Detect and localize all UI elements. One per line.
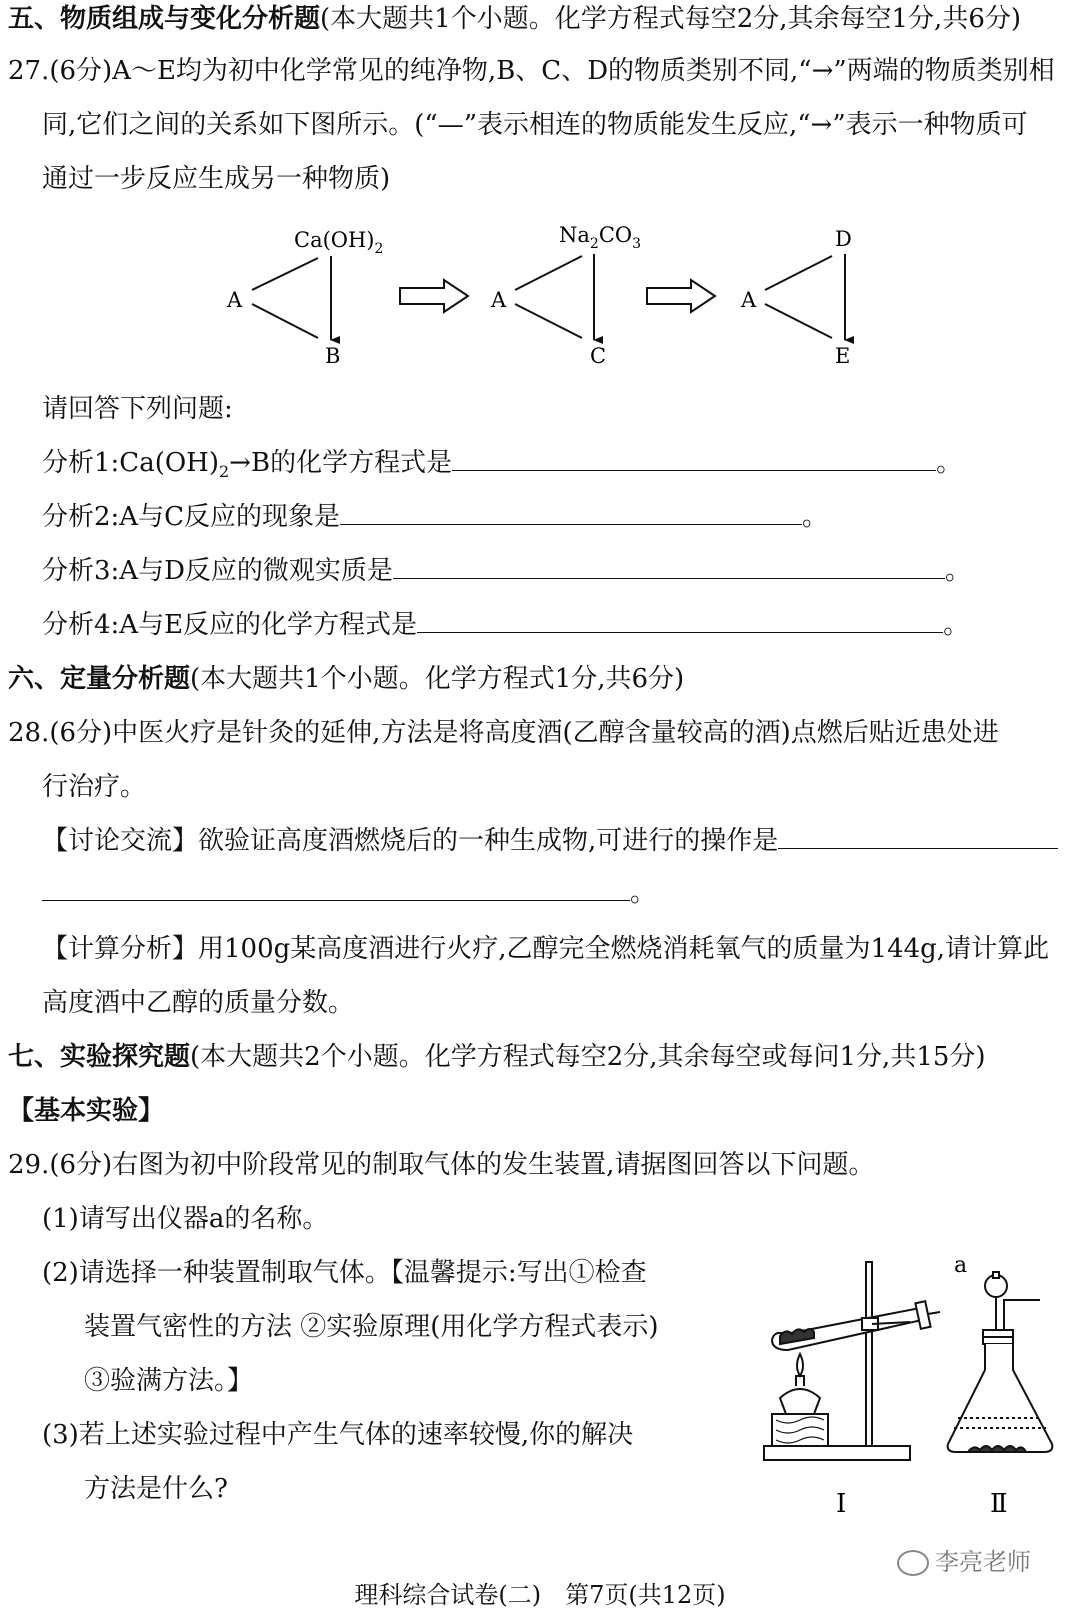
q29-part2-line1: (2)请选择一种装置制取气体。【温馨提示:写出①检查 <box>42 1258 647 1288</box>
apparatus-2-label: Ⅱ <box>990 1489 1008 1519</box>
d1-left-label: A <box>227 288 243 312</box>
d2-top-label: $Na_2CO_3$ <box>559 223 642 252</box>
apparatus-label-a: a <box>954 1253 968 1278</box>
q27-analysis1: 分析$1:Ca(OH)_2\to B$的化学方程式是 。 <box>42 448 963 482</box>
transition-arrow-2 <box>647 280 715 312</box>
d2-line-top <box>515 256 582 290</box>
section5-title: 五、物质组成与变化分析题 <box>8 4 321 34</box>
answer-blank-5a[interactable] <box>778 824 1058 849</box>
transition-arrow-1 <box>400 280 468 312</box>
d2-bottom-label: C <box>590 344 607 368</box>
q28-line1: 28.(6分)中医火疗是针灸的延伸,方法是将高度酒(乙醇含量较高的酒)点燃后贴近患处进 <box>8 718 999 748</box>
q29-part1: (1)请写出仪器a的名称。 <box>42 1204 329 1234</box>
q29-part2-line2: 装置气密性的方法 ②实验原理(用化学方程式表示) <box>84 1312 659 1342</box>
d3-bottom-label: E <box>835 344 851 368</box>
answer-blank-3[interactable] <box>393 554 945 579</box>
q27-line3: 通过一步反应生成另一种物质) <box>42 164 391 194</box>
q28-calc-line2: 高度酒中乙醇的质量分数。 <box>42 988 355 1018</box>
page-footer: 理科综合试卷(二) 第7页(共12页) <box>354 1581 726 1609</box>
q29-part3-line1: (3)若上述实验过程中产生气体的速率较慢,你的解决 <box>42 1420 634 1450</box>
q27-analysis2: 分析2:A与C反应的现象是 。 <box>42 502 828 532</box>
d1-line-bottom <box>252 304 318 338</box>
d3-line-bottom <box>765 304 832 338</box>
d1-line-top <box>252 258 318 290</box>
diagram-2 <box>490 223 641 368</box>
apparatus-1 <box>764 1262 940 1460</box>
q27-line1: 27.(6分)A～E均为初中化学常见的纯净物,B、C、D的物质类别不同,“→”两端的物质类别相 <box>8 56 1055 86</box>
q27-prompt: 请回答下列问题: <box>42 394 233 424</box>
d1-top-label: $Ca(OH)_2$ <box>294 228 384 257</box>
d3-left-label: A <box>741 288 757 312</box>
q29-part2-line3: ③验满方法。】 <box>84 1366 254 1396</box>
q29-part3-line2: 方法是什么? <box>84 1474 228 1504</box>
diagram-1 <box>226 228 383 368</box>
section7-title: 七、实验探究题 <box>8 1042 191 1072</box>
q27-analysis4: 分析4:A与E反应的化学方程式是 。 <box>42 610 970 640</box>
answer-blank-1[interactable] <box>452 446 936 471</box>
q28-calc-line1: 【计算分析】用100g某高度酒进行火疗,乙醇完全燃烧消耗氧气的质量为144g,请计算此 <box>42 934 1050 964</box>
q27-line2: 同,它们之间的关系如下图所示。(“—”表示相连的物质能发生反应,“→”表示一种物质可 <box>42 110 1028 140</box>
section5-note: (本大题共1个小题。化学方程式每空2分,其余每空1分,共6分) <box>320 4 1022 34</box>
basic-experiment-heading: 【基本实验】 <box>8 1096 165 1126</box>
answer-blank-2[interactable] <box>340 500 802 525</box>
answer-blank-4[interactable] <box>417 608 943 633</box>
q28-discussion-cont: 。 <box>42 876 656 910</box>
d3-top-label: D <box>835 227 852 251</box>
section6-heading <box>8 662 684 696</box>
apparatus-2 <box>948 1272 1053 1452</box>
diagram-3 <box>740 227 852 368</box>
d2-left-label: A <box>491 288 507 312</box>
q28-discussion: 【讨论交流】欲验证高度酒燃烧后的一种生成物,可进行的操作是 <box>42 824 1058 858</box>
section6-note: (本大题共1个小题。化学方程式1分,共6分) <box>190 664 685 694</box>
q27-analysis3: 分析3:A与D反应的微观实质是 。 <box>42 556 971 586</box>
section7-note: (本大题共2个小题。化学方程式每空2分,其余每空或每问1分,共15分) <box>190 1042 986 1072</box>
answer-blank-5b[interactable] <box>42 876 630 901</box>
d3-line-top <box>765 256 832 290</box>
watermark: 李亮老师 <box>897 1542 1031 1577</box>
q29-line1: 29.(6分)右图为初中阶段常见的制取气体的发生装置,请据图回答以下问题。 <box>8 1150 875 1180</box>
section7-heading <box>8 1040 986 1074</box>
wechat-icon <box>897 1550 929 1576</box>
d2-line-bottom <box>515 304 582 338</box>
relation-diagram <box>0 0 1080 380</box>
q28-line2: 行治疗。 <box>42 772 147 802</box>
section6-title: 六、定量分析题 <box>8 664 191 694</box>
d1-bottom-label: B <box>325 344 341 368</box>
apparatus-1-label: Ⅰ <box>836 1489 847 1519</box>
